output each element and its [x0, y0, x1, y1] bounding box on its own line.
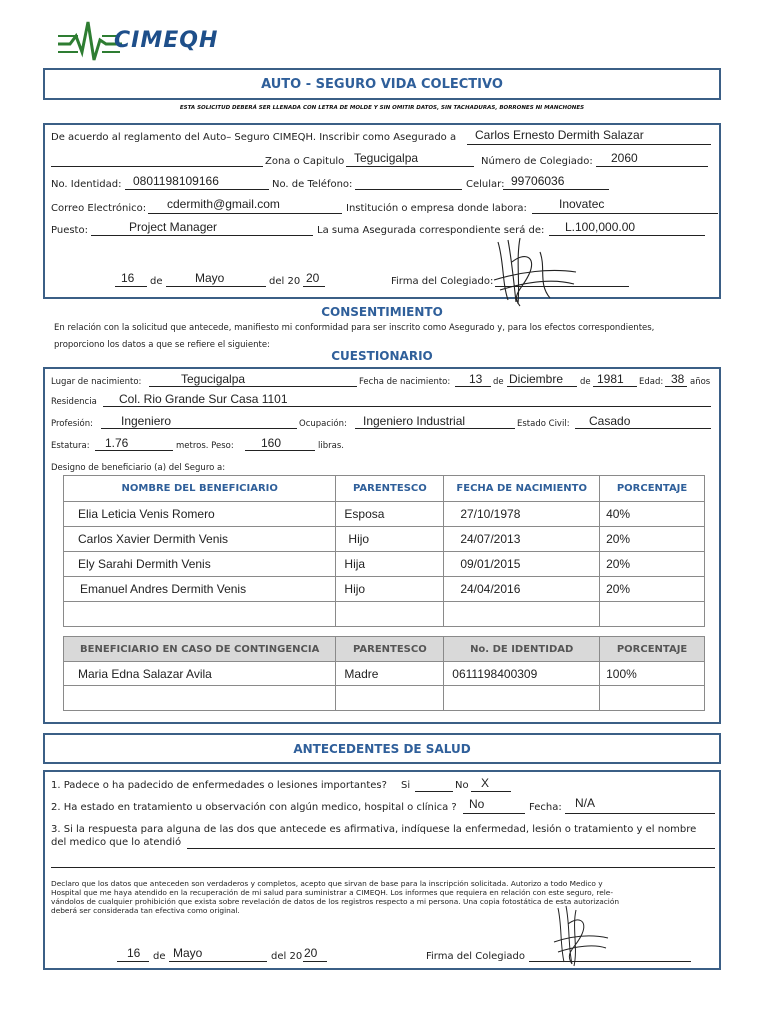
question-1-no-label: No	[455, 780, 469, 791]
notice-text: ESTA SOLICITUD DEBERÁ SER LLENADA CON LETRA DE MOLDE Y SIN OMITIR DATOS, SIN TACHADURAS, BORRONES NI MANCHONES	[179, 105, 585, 111]
insured-info-box	[43, 123, 721, 299]
day-value[interactable]: 16	[121, 271, 135, 285]
birth-day-value[interactable]: 13	[469, 372, 483, 386]
employer-label: Institución o empresa donde labora:	[346, 203, 527, 214]
colegiado-line	[596, 166, 708, 167]
beneficiary-intro-label: Designo de beneficiario (a) del Seguro a:	[51, 463, 226, 473]
health-day-line	[117, 961, 149, 962]
relationship-header: PARENTESCO	[336, 476, 444, 502]
health-month-value[interactable]: Mayo	[173, 946, 203, 960]
question-3-line-1: 3. Si la respuesta para alguna de las dos que antecede es afirmativa, indíquese la enfermedad, lesión o tratamiento y el nombre	[51, 824, 697, 835]
contingency-relationship-header: PARENTESCO	[336, 637, 444, 662]
relationship-cell[interactable]: Hija	[336, 552, 444, 577]
sum-value[interactable]: L.100,000.00	[565, 220, 636, 234]
civil-status-line	[575, 428, 711, 429]
email-line	[148, 213, 342, 214]
pounds-label: libras.	[318, 441, 344, 451]
health-year-value[interactable]: 20	[304, 946, 318, 960]
weight-value[interactable]: 160	[261, 436, 282, 450]
birth-de-label-1: de	[493, 377, 504, 387]
zone-label: Zona o Capitulo	[265, 156, 345, 167]
id-line	[125, 189, 269, 190]
contingency-name-cell[interactable]	[64, 686, 336, 711]
birth-de-label-2: de	[580, 377, 591, 387]
percentage-cell[interactable]: 20%	[600, 577, 705, 602]
occupation-value[interactable]: Ingeniero Industrial	[363, 414, 466, 428]
contingency-relationship-cell[interactable]	[336, 686, 444, 711]
birthdate-cell[interactable]	[444, 602, 600, 627]
contingency-table	[63, 636, 705, 711]
intro-label: De acuerdo al reglamento del Auto– Seguro CIMEQH. Inscribir como Asegurado a	[51, 132, 457, 143]
birthplace-label: Lugar de nacimiento:	[51, 377, 142, 387]
beneficiary-name-cell[interactable]: Emanuel Andres Dermith Venis	[64, 577, 336, 602]
form-title: AUTO - SEGURO VIDA COLECTIVO	[261, 77, 503, 92]
profession-label: Profesión:	[51, 419, 93, 429]
job-value[interactable]: Project Manager	[129, 220, 218, 234]
question-2-label: 2. Ha estado en tratamiento u observación con algún medico, hospital o clínica ?	[51, 802, 457, 813]
question-2-date-line	[565, 813, 715, 814]
health-title-box	[43, 733, 721, 764]
weight-line	[245, 450, 315, 451]
age-value[interactable]: 38	[671, 372, 685, 386]
job-line	[91, 235, 313, 236]
question-3-answer-line-2	[51, 867, 715, 868]
signature-drawing	[490, 232, 580, 310]
contingency-id-header: No. DE IDENTIDAD	[444, 637, 600, 662]
percentage-cell[interactable]	[600, 602, 705, 627]
years-label: años	[690, 377, 711, 387]
beneficiary-name-header: NOMBRE DEL BENEFICIARIO	[64, 476, 336, 502]
contingency-percentage-cell[interactable]	[600, 686, 705, 711]
height-value[interactable]: 1.76	[105, 436, 129, 450]
question-1-si-label: Si	[401, 780, 411, 791]
percentage-cell[interactable]: 40%	[600, 502, 705, 527]
contingency-name-header: BENEFICIARIO EN CASO DE CONTINGENCIA	[64, 637, 336, 662]
civil-status-label: Estado Civil:	[517, 419, 570, 429]
table-row	[64, 502, 705, 527]
birth-month-value[interactable]: Diciembre	[509, 372, 564, 386]
contingency-relationship-cell[interactable]: Madre	[336, 662, 444, 686]
consent-line-2: proporciono los datos a que se refiere el siguiente:	[54, 340, 270, 350]
beneficiary-name-cell[interactable]: Elia Leticia Venis Romero	[64, 502, 336, 527]
civil-status-value[interactable]: Casado	[589, 414, 631, 428]
cell-label: Celular:	[466, 179, 505, 190]
table-row	[64, 602, 705, 627]
header-box	[43, 68, 721, 100]
health-title: ANTECEDENTES DE SALUD	[293, 742, 471, 756]
consent-line-1: En relación con la solicitud que antecede, manifiesto mi conformidad para ser inscrito como Asegurado y, para los efectos correspondientes,	[54, 323, 655, 333]
question-2-answer[interactable]: No	[469, 797, 485, 811]
birthplace-value[interactable]: Tegucigalpa	[181, 372, 246, 386]
height-line	[95, 450, 173, 451]
cimeqh-logo	[58, 14, 228, 64]
zone-value[interactable]: Tegucigalpa	[354, 151, 419, 165]
insured-name-line	[467, 144, 711, 145]
id-value[interactable]: 0801198109166	[133, 174, 219, 188]
relationship-cell[interactable]	[336, 602, 444, 627]
colegiado-label: Número de Colegiado:	[481, 156, 593, 167]
employer-value[interactable]: Inovatec	[559, 197, 605, 211]
colegiado-value[interactable]: 2060	[611, 151, 638, 165]
beneficiaries-table	[63, 475, 705, 627]
question-2-date[interactable]: N/A	[575, 796, 596, 810]
table-row	[64, 577, 705, 602]
birth-month-line	[507, 386, 577, 387]
signature-drawing-2	[550, 902, 612, 968]
birth-year-value[interactable]: 1981	[597, 372, 624, 386]
question-1-si-line	[415, 791, 453, 792]
declaration-line-3: vándolos de cualquier prohibición que exista sobre revelación de datos de los registros respecto a mi persona. Una copia fotostática de esta autorización	[51, 897, 620, 906]
question-2-date-label: Fecha:	[529, 802, 562, 813]
health-box	[43, 770, 721, 970]
health-signature-label: Firma del Colegiado	[426, 951, 525, 962]
questionnaire-title: CUESTIONARIO	[331, 349, 433, 363]
beneficiary-name-cell[interactable]: Carlos Xavier Dermith Venis	[64, 527, 336, 552]
percentage-cell[interactable]: 20%	[600, 527, 705, 552]
sum-label: La suma Asegurada correspondiente será de:	[317, 225, 545, 236]
health-month-line	[169, 961, 267, 962]
job-label: Puesto:	[51, 225, 88, 236]
relationship-cell[interactable]: Hijo	[336, 527, 444, 552]
date-de-label: de	[150, 276, 163, 287]
birth-year-line	[593, 386, 637, 387]
consent-title: CONSENTIMIENTO	[321, 305, 443, 319]
birthdate-label: Fecha de nacimiento:	[359, 377, 451, 387]
relationship-cell[interactable]: Esposa	[336, 502, 444, 527]
phone-label: No. de Teléfono:	[272, 179, 353, 190]
row2-blank-line	[51, 166, 263, 167]
question-1-answer[interactable]: X	[481, 776, 490, 790]
occupation-label: Ocupación:	[299, 419, 347, 429]
contingency-percentage-header: PORCENTAJE	[600, 637, 705, 662]
contingency-name-cell[interactable]: Maria Edna Salazar Avila	[64, 662, 336, 686]
health-year-line	[303, 961, 327, 962]
table-row	[64, 686, 705, 711]
year-value[interactable]: 20	[306, 271, 320, 285]
weight-label: metros. Peso:	[176, 441, 234, 451]
relationship-cell[interactable]: Hijo	[336, 577, 444, 602]
health-day-value[interactable]: 16	[127, 946, 141, 960]
email-label: Correo Electrónico:	[51, 203, 147, 214]
logo-text: CIMEQH	[114, 28, 219, 53]
birthdate-cell[interactable]: 09/01/2015	[444, 552, 600, 577]
contingency-header-row	[64, 637, 705, 662]
contingency-id-cell[interactable]: 0611198400309	[444, 662, 600, 686]
occupation-line	[355, 428, 515, 429]
percentage-cell[interactable]: 20%	[600, 552, 705, 577]
email-value[interactable]: cdermith@gmail.com	[167, 197, 280, 211]
table-row	[64, 552, 705, 577]
declaration-line-2: Hospital que me haya atendido en la recuperación de mi salud para suministrar a CIMEQH. Los informes que requiera en relación con este seguro, rele-	[51, 888, 614, 897]
id-label: No. Identidad:	[51, 179, 122, 190]
phone-line	[355, 189, 462, 190]
question-1-no-line	[471, 791, 511, 792]
profession-line	[101, 428, 297, 429]
birthdate-header: FECHA DE NACIMIENTO	[444, 476, 600, 502]
signature-label: Firma del Colegiado:	[391, 276, 494, 287]
table-row	[64, 527, 705, 552]
birthdate-cell[interactable]: 24/07/2013	[444, 527, 600, 552]
insured-name-value[interactable]: Carlos Ernesto Dermith Salazar	[475, 128, 644, 142]
contingency-id-cell[interactable]	[444, 686, 600, 711]
cell-value[interactable]: 99706036	[511, 174, 565, 188]
health-year-label: del 20	[271, 951, 303, 962]
contingency-percentage-cell[interactable]: 100%	[600, 662, 705, 686]
percentage-header: PORCENTAJE	[600, 476, 705, 502]
height-label: Estatura:	[51, 441, 90, 451]
birthdate-cell[interactable]: 27/10/1978	[444, 502, 600, 527]
cell-line	[503, 189, 609, 190]
birth-day-line	[455, 386, 491, 387]
age-line	[665, 386, 687, 387]
beneficiary-name-cell[interactable]	[64, 602, 336, 627]
residence-label: Residencia	[51, 397, 97, 407]
day-line	[115, 286, 147, 287]
question-3-answer-line-1	[187, 848, 715, 849]
declaration-line-1: Declaro que los datos que anteceden son verdaderos y completos, acepto que sirvan de base para la inscripción solicitada. Autorizo a todo Medico y	[51, 879, 603, 888]
profession-value[interactable]: Ingeniero	[121, 414, 172, 428]
beneficiary-name-cell[interactable]: Ely Sarahi Dermith Venis	[64, 552, 336, 577]
health-de-label: de	[153, 951, 166, 962]
employer-line	[532, 213, 718, 214]
birthplace-line	[149, 386, 357, 387]
age-label: Edad:	[639, 377, 664, 387]
question-2-line	[463, 813, 525, 814]
month-line	[166, 286, 266, 287]
declaration-line-4: deberá ser considerada tan efectiva como original.	[51, 906, 240, 915]
table-row	[64, 662, 705, 686]
residence-value[interactable]: Col. Rio Grande Sur Casa 1101	[119, 392, 288, 406]
birthdate-cell[interactable]: 24/04/2016	[444, 577, 600, 602]
month-value[interactable]: Mayo	[195, 271, 225, 285]
beneficiaries-header-row	[64, 476, 705, 502]
question-1-label: 1. Padece o ha padecido de enfermedades o lesiones importantes?	[51, 780, 387, 791]
declaration-text	[51, 879, 619, 915]
zone-line	[346, 166, 474, 167]
question-3-line-2: del medico que lo atendió	[51, 837, 182, 848]
year-line	[303, 286, 325, 287]
year-label: del 20	[269, 276, 301, 287]
residence-line	[103, 406, 711, 407]
